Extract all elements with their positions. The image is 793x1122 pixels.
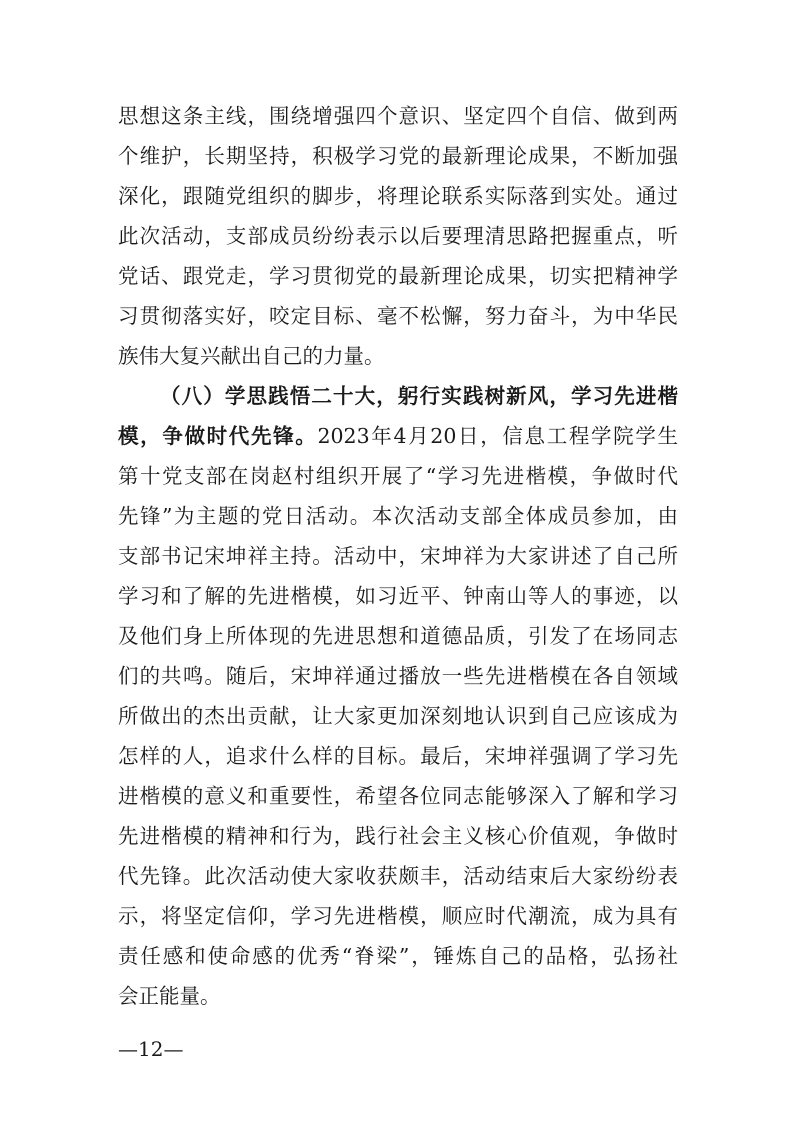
text-line: 先进楷模的精神和行为，践行社会主义核心价值观，争做时: [118, 824, 678, 848]
text-line: 进楷模的意义和重要性，希望各位同志能够深入了解和学习: [118, 784, 678, 808]
text-line: 及他们身上所体现的先进思想和道德品质，引发了在场同志: [118, 624, 678, 648]
section-heading: （八）学思践悟二十大，躬行实践树新风，学习先进楷: [160, 384, 678, 408]
date-text: 2023年4月20日，信息工程学院学生: [317, 424, 678, 448]
text-line: 党话、跟党走，学习贯彻党的最新理论成果，切实把精神学: [118, 264, 678, 288]
text-line: 会正能量。: [118, 984, 221, 1008]
text-line: 先锋”为主题的党日活动。本次活动支部全体成员参加，由: [118, 504, 678, 528]
text-line: 此次活动，支部成员纷纷表示以后要理清思路把握重点，听: [118, 224, 678, 248]
text-line: 思想这条主线，围绕增强四个意识、坚定四个自信、做到两: [118, 104, 678, 128]
text-line: 示，将坚定信仰，学习先进楷模，顺应时代潮流，成为具有: [118, 904, 678, 928]
text-line: 学习和了解的先进楷模，如习近平、钟南山等人的事迹，以: [118, 584, 678, 608]
text-line: 第十党支部在岗赵村组织开展了“学习先进楷模，争做时代: [118, 464, 678, 488]
text-line: 族伟大复兴献出自己的力量。: [118, 344, 385, 368]
text-line: 所做出的杰出贡献，让大家更加深刻地认识到自己应该成为: [118, 704, 678, 728]
text-line: 代先锋。此次活动使大家收获颇丰，活动结束后大家纷纷表: [118, 864, 678, 888]
text-line: 责任感和使命感的优秀“脊梁”，锤炼自己的品格，弘扬社: [118, 944, 678, 968]
text-line: 支部书记宋坤祥主持。活动中，宋坤祥为大家讲述了自己所: [118, 544, 678, 568]
text-line: 个维护，长期坚持，积极学习党的最新理论成果，不断加强: [118, 144, 678, 168]
text-line: 们的共鸣。随后，宋坤祥通过播放一些先进楷模在各自领域: [118, 664, 678, 688]
text-line: 习贯彻落实好，咬定目标、毫不松懈，努力奋斗，为中华民: [118, 304, 678, 328]
page-number: —12—: [118, 1037, 184, 1061]
text-line: 深化，跟随党组织的脚步，将理论联系实际落到实处。通过: [118, 184, 678, 208]
text-line: [118, 416, 678, 456]
text-line: 怎样的人，追求什么样的目标。最后，宋坤祥强调了学习先: [118, 744, 678, 768]
section-heading-end: 模，争做时代先锋。: [118, 424, 318, 448]
